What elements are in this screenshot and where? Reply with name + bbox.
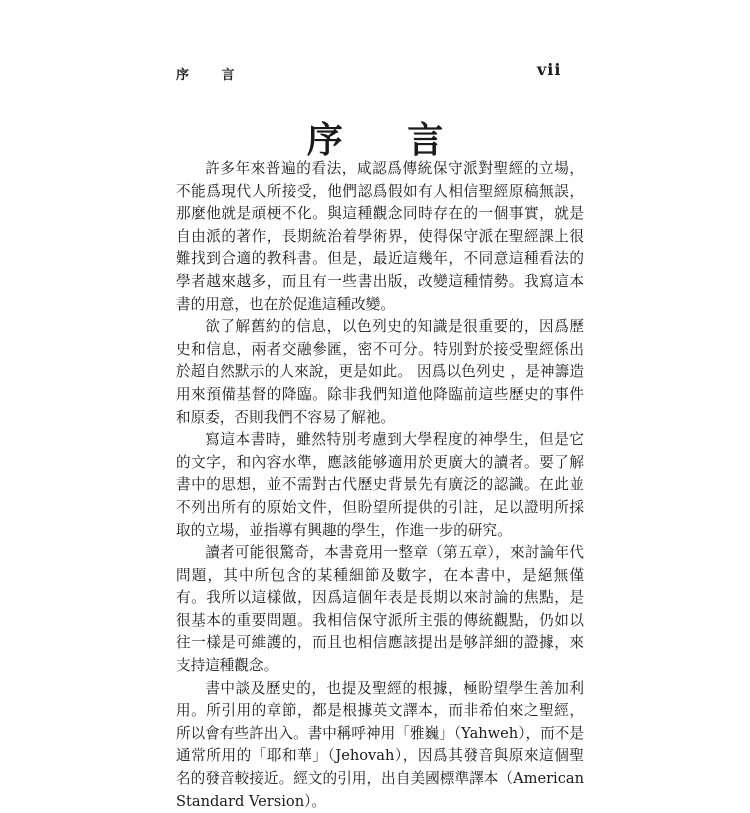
paragraph-2: 欲了解舊約的信息，以色列史的知識是很重要的，因爲歷史和信息，兩者交融參匯，密不可分。特別對於接受聖經係出於超自然默示的人來說，更是如此。 因爲以色列史 ，是神籌造用來預備基督的降臨。除非我們知道他降臨前這些歷史的事件和原委，否則我們不容易了解祂。 [176,318,584,426]
paragraph-1: 許多年來普遍的看法，咸認爲傳統保守派對聖經的立場，不能爲現代人所接受，他們認爲假如有人相信聖經原稿無誤，那麼他就是頑梗不化。與這種觀念同時存在的一個事實，就是自由派的著作，長期統治着學術界，使得保守派在聖經課上很難找到合適的教科書。但是，最近這幾年，不同意這種看法的學者越來越多，而且有一些書出版，改變這種情勢。我寫這本書的用意，也在於促進這種改變。 [176,160,584,313]
paragraph-3: 寫這本書時，雖然特別考慮到大學程度的神學生，但是它的文字，和內容水準，應該能够適用於更廣大的讀者。要了解書中的思想，並不需對古代歷史背景先有廣泛的認識。在此並不列出所有的原始文件，但盼望所提供的引註，足以證明所採取的立場，並指導有興趣的學生，作進一步的研究。 [176,431,584,539]
running-head: 序 言 [176,68,249,83]
page-title: 序 言 [306,119,470,161]
page-number: vii [537,60,562,79]
paragraph-5: 書中談及歷史的，也提及聖經的根據，極盼望學生善加利用。所引用的章節，都是根據英文譯本，而非希伯來之聖經，所以會有些許出入。書中稱呼神用「雅巍」（Yahweh），而不是通常所用的「耶和華」（Jehovah），因爲其發音與原來這個聖名的發音較接近。經文的引用，出自美國標準譯本（American Standard Version）。 [176,679,584,810]
paragraph-4: 讀者可能很驚奇，本書竟用一整章（第五章），來討論年代問題，其中所包含的某種細節及數字，在本書中，是絕無僅有。我所以這樣做，因爲這個年表是長期以來討論的焦點，是很基本的重要問題。我相信保守派所主張的傳統觀點，仍如以往一樣是可維護的，而且也相信應該提出是够詳細的證據，來支持這種觀念。 [176,544,584,675]
body-text [176,158,584,813]
